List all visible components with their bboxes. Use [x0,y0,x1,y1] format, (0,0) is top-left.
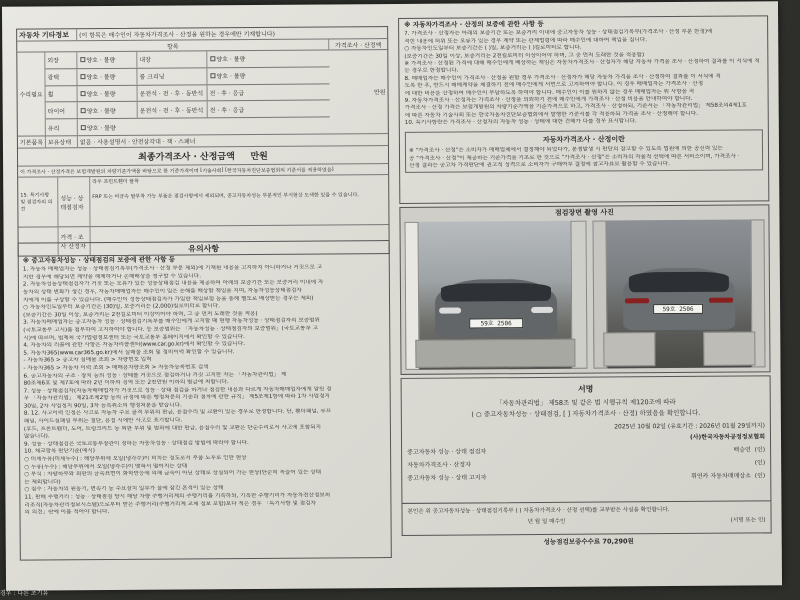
checker-label: 성능 · 상태점검자 [58,177,90,226]
inspection-photos [399,204,770,375]
text-line: 공 "가격조사 · 산정"이 제공하는 기준가격을 기초로 한 것으로 "가격조사 · 산정"은 소비자의 자율적 선택에 따른 서비스이며, 가격조사 · [409,153,740,162]
checkbox-good[interactable] [81,125,86,130]
inspector-role: 중고자동차 성능 · 상태 점검자 [407,448,487,456]
price-checker-role: 자동차가격조사 · 산정자 [407,461,471,469]
checker-text-2: FRP 또는 비금속 탈부착 가능 부품은 점검사항에서 제외되며, 중고자동차성능 부분적인 부식현상 도색한 있을 수 있습니다. [92,192,359,201]
text-line: 11. 판매 주행거리 : 성능 · 상태점검 당시 해당 차량 주행거리계의 주행거리를 기록하되, 기록한 주행기리가 자동차전산정보처 [24,492,331,501]
text-line: ○ 침수 : 자동차의 원동기, 변속기 등 주요장치 일부가 물에 잠긴 흔적이 있는 상태 [24,485,224,493]
price-definition-box [405,129,763,173]
text-line: 2. 자동차성능상태점검자가 거짓 또는 오류가 있는 성능상태점검 내용을 제공하여 아래의 보증기간 또는 보증거리 이내에 자 [22,279,324,288]
text-line: 동차의 상태 변화가 생긴 경우, 자동차매매업자는 매수인이 입은 손해를 배상할 책임을 지며, 자동차성능상태점검자 [22,287,302,296]
text-line: - 자동차365 > 자동차 이력 조회 > 매매용차량조회 > 자동차등록번호 검색 [23,364,209,372]
text-line: 에 대한 비용을 산정하여 매수인이 부담하도록 하여야 합니다. 매수인이 이를 원하지 않는 경우 매매업자는 위 사항을 적 [404,88,695,97]
table-row: 외장 양호 · 불량 내장 양호 · 불량 [45,50,329,69]
checkbox-good[interactable] [210,57,215,62]
signature-row: 자동차가격조사 · 산정자 (인) [407,459,766,469]
text-line: ○ 자동차인도일부터 보증기간은 (30)일, 보증거리는 (2,000)킬로미터로 합니다. [23,303,220,311]
buyer-confirm-section [401,501,771,536]
text-line: ※ "가격조사 · 산정"은 소비자가 매매업체에서 결정해야 되었다가, 분쟁발생 시 판단의 참고할 수 있도록 법원에 의한 공신력 있는 [408,145,723,154]
text-line: 에 따른 자동차 기술사회 또는 한국자동차진단보증협회에서 발행한 기준서를 각 적용하되 가격을 조사 · 산정해야 합니다. [404,110,698,119]
text-line: 리조직(자동차관리정보시스템)으로부터 받은 주행거리(주행거리계 교체 정보 포함)보다 적은 경우 「특기사항 및 점검자 [24,500,316,509]
table-header-label: 자동차 기타정보 [17,29,77,40]
text-line: 도록 한 후, 반드시 매매계약을 체결하기 전에 매수인에게 서면으로 고지하여야 합니다. 이 경우 매매업자는 가격조사 · 산정 [404,81,704,90]
text-line: ○ 누유(누수) : 해당부위에서 오일(냉각수)이 맺혀서 떨어지는 상태 [24,463,188,471]
text-line: 않습니다). [23,433,50,440]
photos-title: 점검장면 촬영 사진 [554,208,614,217]
table-header-note: (이 항목은 매수인이 자동차가격조사 · 산정을 원하는 경우에만 기재합니다) [79,30,275,40]
buyer-confirm-text: 본인은 위 중고자동차성능 · 상태점검기록부 ( ) 자동차가격조사 · 산정 선택)를 교부받은 사실을 확인합니다. [407,507,670,515]
text-line: 가격조사 · 산정 가격은 보험개발원의 차량기준가액을 기준가격으로 하고, 가격조사 · 산정하되, 기준서는 「자동차관리법」 제58조의4제1호 [404,102,747,112]
final-price-title: 최종가격조사 · 산정금액 만원 [138,151,268,163]
signature-confirm-type: ( ○ 중고자동차성능 · 상태점검, [ ] 자동차가격조사 · 산정) 하였음을 확인합니다. [471,408,701,419]
checker-text: 라우 프런트휀더 탈착 [92,178,139,186]
buyer-date: 년 월 일 매수인 [527,518,566,526]
text-line: 30일, 2차 사업정지 90일, 3차 등록취소의 행정처분을 받습니다. [23,402,182,410]
text-line: 는 경우로 한정합니다. [404,67,459,75]
text-line: 적힌 내용에 허위 또는 오류가 있는 경우 계약 또는 관계법령에 따라 매수인에 대하여 책임을 집니다. [404,37,648,45]
notice-lines [23,264,387,517]
right-column [398,15,772,536]
table-row: 기본품목 보유상태 없음 · 사용설명서 · 안전삼각대 · 잭 · 스패너 [18,134,388,149]
text-line: 패널, 사이드실패널 부위는 절단, 용접 시에만 사고로 표기합니다. [23,417,183,425]
text-line: 4. 자동차의 리콜에 관한 사항은 자동차리콜센터(www.car.go.kr)에서 확인할 수 있습니다. [23,341,246,349]
notifier-name: 휘연카 자동차매매상소 [691,472,751,480]
text-line: (국토교통부 고시)를 첨부하여 고지하여야 합니다. 등 보증범위는 「자동차성능 · 상태점검자의 보증범위」(국토교통부 고 [23,325,319,334]
signature-date: 2025년 10월 02일 (유효기간 : 2026년 01월 29일까지) [614,422,765,431]
text-line: ○ 미세누유(미세누수) : 해당부위에 오일(냉각수)이 비치는 정도로서 부품 노후로 인한 현상 [24,455,247,463]
signature-law: 「자동차관리법」 제58조 및 같은 법 시행규칙 제120조에 따라 [495,398,676,408]
checkbox-good[interactable] [210,73,215,78]
signature-row: 중고자동차 성능 · 상태 점검자 백승연 (인) [407,446,766,456]
price-definition-lines [409,146,759,171]
text-line: 8. 매매업자는 매수인이 가격조사 · 산정을 원할 경우 가격조사 · 산정자가 해당 자동차 가격을 조사 · 산정하여 결과를 이 서식에 적 [404,73,721,82]
table-row: 광택 양호 · 불량 룸 크리닝 양호 · 불량 [45,67,329,86]
text-line: 우 「자동차관리법」 제21조제2항 등의 규정에 따른 행정처분의 기준과 절차에 관한 규칙」 제5조제1항에 따라 1차 사업정지 [23,393,330,402]
notice-subtitle: ※ 중고자동차성능 · 상태점검의 보증에 관한 사항 등 [22,255,176,265]
text-line: - 자동차365 > 중고차 실매물 조회 > 차량번호 입력 [23,356,152,364]
checkbox-good[interactable] [80,58,85,63]
notice-title: 유의사항 [188,244,220,254]
price-won-label: 만원 [373,89,386,97]
table-row: 타이어 양호 · 불량 운전석 · 전 · 후 · 동반석 전 · 후 · 응급 [46,101,330,120]
checkbox-good[interactable] [80,74,85,79]
text-line: 산정 결과는 중고차 가격판단에 권고적 성격으로 소비자가 구매여부 결정에 참고자료로 활용할 수 있습니다. [409,160,670,169]
table-row: 유리 양호 · 불량 [46,118,330,136]
text-line: 의 의견」란에 이를 적어야 합니다. [24,509,110,516]
footer-text: 경우 : 다른 초기유 [0,590,49,597]
col-item-header: 항목 [17,39,329,51]
section-basic-label: 기본품목 [18,136,46,147]
price-guarantee-lines [404,29,763,128]
price-guarantee-section [398,15,769,204]
text-line: 7. 성능 · 상태점검자(자동차매매업자가 거짓으로 성능 · 상태 점검을 하거나 점검한 내용과 다르게 자동차매매업자에게 알린 경 [23,386,332,395]
text-line: 10. 특기사항란은 가격조사 · 산정자의 자동차 성능 · 상태에 대한 견해가 다를 경우 표시합니다. [404,118,637,127]
document-page [2,1,782,590]
price-guarantee-title: ※ 자동차가격조사 · 산정의 보증에 관한 사항 등 [404,19,544,29]
text-line: 80조제6호 및 제7호에 따라 2년 이하의 징역 또는 2천만원 이하의 벌금에 처합니다. [23,379,229,387]
text-line: (보증기간은 30일 이상, 보증거리는 2천킬로미터 이상이어야 하며, 그 중 먼저 도래한 것을 적용함) [404,51,645,60]
text-line: ○ 부식 : 차량하부와 외판의 금속표면이 화학반응에 의해 금속이 아닌 상태로 상실되어 가는 현상(단순히 녹슬어 있는 상태 [24,469,322,478]
text-line: (보증기간은 30일 이상, 보증거리는 2천킬로미터 이상이어야 하며, 그 중 먼저 도래한 것을 적용) [23,310,258,319]
price-checker-label: 가격 · 조사 산정자 [59,227,91,255]
text-line: 10. 체크항목 판단기준(예시) [24,448,95,456]
text-line: ※ 가격조사 · 산정된 가격에 대해 매수인에게 배상하는 책임은 자동차가격조사 · 산정자가 해당 자동차 가격을 조사 · 산정하여 결과를 이 서식에 적 [404,58,760,67]
parts-rows [45,50,330,135]
text-line: 9. 성능 · 상태점검은 국토교통부장관이 정하는 자동차성능 · 상태점검 방법에 따라야 합니다. [24,439,249,448]
price-note: 이 가격조사 · 산정가격은 보험개발원의 차량기준가액을 바탕으로 한 기준가격이며 [ 기술사회 ] [ 한국자동차진단보증협회의 기준서를 적용하였음 ] [20,166,334,176]
text-line: 지에게 이를 구상할 수 있습니다. (매수인이 성능상태점검자가 가입한 책임보험 등을 통해 별도로 배상받는 경우는 제외) [22,295,314,304]
license-plate-rear: 59호 2506 [653,304,703,314]
notifier-role: 중고자동차 성능 · 상태 고지자 [407,474,487,482]
text-line: ○ 자동차인도일부터 보증기간은 ( )일, 보증거리는 ( )킬로미터로 합니다. [404,44,582,53]
signature-section [401,375,772,504]
text-line: 7. 가격조사 · 산정자는 아래의 보증기간 또는 보증거리 이내에 중고자동차 성능 · 상태점검기록부(가격조사 · 산정 부분 한정)에 [404,29,713,38]
license-plate: 59호 2506 [469,318,523,328]
signature-title: 서명 [577,384,594,394]
special-notes-label: 15. 특기사항 및 점검자의 의견 [18,177,58,226]
text-line: 시)에 따르며, 법제처 국가법령정보센터 또는 국토교통부 홈페이지에서 확인할 수 있습니다. [23,333,245,342]
text-line: 5. 자동차365(www.car365.go.kr)에서 실매물 조회 및 정비이력 확인할 수 있습니다. [23,348,235,357]
checkbox-good[interactable] [81,91,86,96]
photo-front [404,221,587,370]
text-line: 지한 경우에 해당되면 계약을 해제하거나 손해배상을 청구할 수 있습니다. [22,273,202,281]
signature-org: (사)한국자동차공정정보협회 [689,433,766,441]
notice-section [18,240,392,561]
vehicle-info-table [16,26,390,257]
text-line: (후드, 프론트휀더, 도어, 트렁크리드 등 외판 부위 및 범퍼에 대한 판금, 용접수리 및 교환은 단순수리로서 사고에 포함되지 [23,424,322,433]
price-definition-title: 자동차가격조사 · 산정이란 [542,135,625,144]
checkbox-good[interactable] [81,108,86,113]
text-line: 1. 자동차 매매업자는 성능 · 상태점검기록부(가격조사 · 산정 부분 제외)에 기재된 내용을 고지하지 아니하거나 거짓으로 고 [22,264,323,273]
inspector-name: 백승연 [733,446,751,454]
text-line: 는 제외합니다) [24,479,61,486]
text-line: 8. 12. 사고이력 인정은 사고로 자동차 주요 골격 부위의 판금, 용접수리 및 교환이 있는 경우로 한정합니다. 단, 휀더패널, 루프 [23,408,332,418]
text-line: 6. 중고자동차의 구조 · 장치 등의 성능 · 상태를 거짓으로 점검하거나 거짓 고지한 자는 「자동차관리법」 제 [23,371,287,380]
inspection-fee: 성능점검보증수수료 70,290원 [543,537,634,546]
photo-rear [592,219,765,368]
signature-row: 중고자동차 성능 · 상태 고지자 휘연카 자동차매매상소 (인) [407,472,766,482]
table-row: 휠 양호 · 불량 운전석 · 전 · 후 · 동반석 전 · 후 · 응급 [46,84,330,103]
text-line: 3. 자동차매매업자는 중고자동차 성능 · 상태점검기록부를 매수인에게 고지할 때 현행 자동차성능 · 상태점검자의 보증범위 [23,317,320,326]
buyer-sign: (서명 또는 인) [730,517,766,524]
section-parts-label: 수리필요 [17,52,46,135]
col-price-header: 가격조사 · 산정액 [335,41,382,49]
text-line: 9. 자동차가격조사 · 산정자는 가격조사 · 산정을 의뢰하기 전에 매수인에게 가격조사 · 산정 비용을 안내하여야 합니다. [404,95,693,104]
